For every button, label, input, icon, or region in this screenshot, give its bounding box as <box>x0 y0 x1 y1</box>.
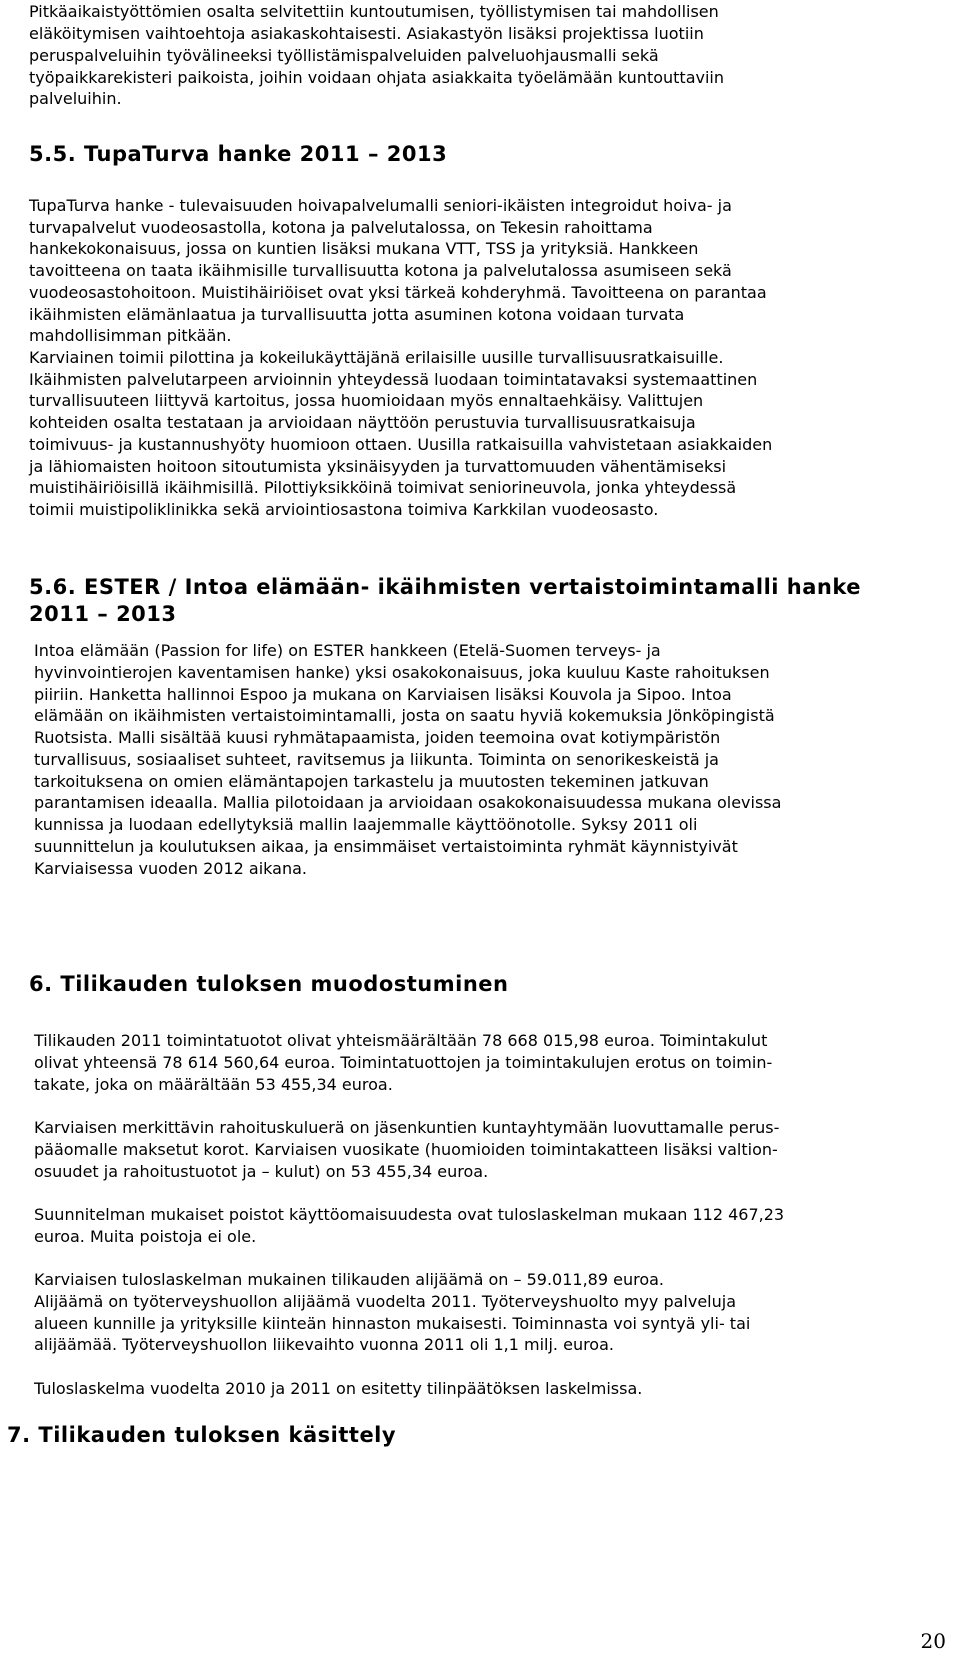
paragraph-line: hankekokonaisuus, jossa on kuntien lisäksi mukana VTT, TSS ja yrityksiä. Hankkeen <box>29 239 699 258</box>
paragraph-line: Suunnitelman mukaiset poistot käyttöomaisuudesta ovat tuloslaskelman mukaan 112 467,23 <box>34 1205 785 1224</box>
paragraph-line: Intoa elämään (Passion for life) on ESTER hankkeen (Etelä-Suomen terveys- ja <box>34 641 661 660</box>
paragraph-line: olivat yhteensä 78 614 560,64 euroa. Toimintatuottojen ja toimintakulujen erotus on toimin- <box>34 1053 773 1072</box>
paragraph-line: Ikäihmisten palvelutarpeen arvioinnin yhteydessä luodaan toimintatavaksi systemaattinen <box>29 370 758 389</box>
paragraph-line: ikäihmisten elämänlaatua ja turvallisuutta jotta asuminen kotona voidaan turvata <box>29 305 685 324</box>
paragraph-line: toimivuus- ja kustannushyöty huomioon ottaen. Uusilla ratkaisuilla vahvistetaan asiakkaiden <box>29 435 773 454</box>
paragraph-line: peruspalveluihin työvälineeksi työllistämispalveluiden palveluohjausmalli sekä <box>29 46 659 65</box>
paragraph-line: parantamisen ideaalla. Mallia pilotoidaan ja arvioidaan osakokonaisuudessa mukana olevissa <box>34 793 782 812</box>
paragraph-line: muistihäiriöisillä ikäihmisillä. Pilottiyksikköinä toimivat seniorineuvola, jonka yhteydessä <box>29 478 737 497</box>
section-heading: 5.5. TupaTurva hanke 2011 – 2013 <box>29 142 448 166</box>
paragraph-line: tavoitteena on taata ikäihmisille turvallisuutta kotona ja palvelutalossa asumiseen sekä <box>29 261 732 280</box>
paragraph-line: Karviainen toimii pilottina ja kokeilukäyttäjänä erilaisille uusille turvallisuusratkaisuille. <box>29 348 724 367</box>
paragraph-line: Karviaisessa vuoden 2012 aikana. <box>34 859 307 878</box>
section-heading: 7. Tilikauden tuloksen käsittely <box>7 1423 397 1447</box>
paragraph-line: Tilikauden 2011 toimintatuotot olivat yhteismäärältään 78 668 015,98 euroa. Toimintakulut <box>34 1031 768 1050</box>
page-number: 20 <box>920 1629 946 1653</box>
section-heading: 6. Tilikauden tuloksen muodostuminen <box>29 972 509 996</box>
paragraph-line: osuudet ja rahoitustuotot ja – kulut) on 53 455,34 euroa. <box>34 1162 489 1181</box>
paragraph-line: palveluihin. <box>29 89 122 108</box>
paragraph-line: turvallisuuteen liittyvä kartoitus, jossa huomioidaan myös ennaltaehkäisy. Valittujen <box>29 391 704 410</box>
paragraph-line: Tuloslaskelma vuodelta 2010 ja 2011 on esitetty tilinpäätöksen laskelmissa. <box>34 1379 643 1398</box>
section-heading-continuation: 2011 – 2013 <box>29 602 177 626</box>
paragraph-line: kohteiden osalta testataan ja arvioidaan näyttöön perustuvia turvallisuusratkaisuja <box>29 413 696 432</box>
paragraph-line: alueen kunnille ja yrityksille kiinteän hinnaston mukaisesti. Toiminnasta voi syntyä yli- tai <box>34 1314 751 1333</box>
paragraph-line: turvapalvelut vuodeosastolla, kotona ja palvelutalossa, on Tekesin rahoittama <box>29 218 653 237</box>
paragraph-line: vuodeosastohoitoon. Muistihäiriöiset ovat yksi tärkeä kohderyhmä. Tavoitteena on parantaa <box>29 283 767 302</box>
paragraph-line: eläköitymisen vaihtoehtoja asiakaskohtaisesti. Asiakastyön lisäksi projektissa luotiin <box>29 24 704 43</box>
paragraph-line: takate, joka on määrältään 53 455,34 euroa. <box>34 1075 393 1094</box>
paragraph-line: kunnissa ja luodaan edellytyksiä mallin laajemmalle käyttöönotolle. Syksy 2011 oli <box>34 815 698 834</box>
paragraph-line: pääomalle maksetut korot. Karviaisen vuosikate (huomioiden toimintakatteen lisäksi valtion- <box>34 1140 778 1159</box>
section-heading: 5.6. ESTER / Intoa elämään- ikäihmisten vertaistoimintamalli hanke <box>29 575 861 599</box>
paragraph-line: turvallisuus, sosiaaliset suhteet, ravitsemus ja liikunta. Toiminta on senorikeskeistä ja <box>34 750 719 769</box>
paragraph-line: mahdollisimman pitkään. <box>29 326 232 345</box>
paragraph-line: elämään on ikäihmisten vertaistoimintamalli, josta on saatu hyviä kokemuksia Jönköpingistä <box>34 706 775 725</box>
paragraph-line: toimii muistipoliklinikka sekä arviointiosastona toimiva Karkkilan vuodeosasto. <box>29 500 659 519</box>
paragraph-line: Ruotsista. Malli sisältää kuusi ryhmätapaamista, joiden teemoina ovat kotiympäristön <box>34 728 721 747</box>
paragraph-line: piiriin. Hanketta hallinnoi Espoo ja mukana on Karviaisen lisäksi Kouvola ja Sipoo. Intoa <box>34 685 732 704</box>
paragraph-line: tarkoituksena on omien elämäntapojen tarkastelu ja muutosten tekeminen jatkuvan <box>34 772 709 791</box>
paragraph-line: Pitkäaikaistyöttömien osalta selvitettiin kuntoutumisen, työllistymisen tai mahdollisen <box>29 2 719 21</box>
paragraph-line: euroa. Muita poistoja ei ole. <box>34 1227 257 1246</box>
paragraph-line: alijäämää. Työterveyshuollon liikevaihto vuonna 2011 oli 1,1 milj. euroa. <box>34 1335 614 1354</box>
paragraph-line: suunnittelun ja koulutuksen aikaa, ja ensimmäiset vertaistoiminta ryhmät käynnistyivät <box>34 837 738 856</box>
paragraph-line: Alijäämä on työterveyshuollon alijäämä vuodelta 2011. Työterveyshuolto myy palveluja <box>34 1292 737 1311</box>
paragraph-line: ja lähiomaisten hoitoon sitoutumista yksinäisyyden ja turvattomuuden vähentämiseksi <box>29 457 727 476</box>
paragraph-line: hyvinvointierojen kaventamisen hanke) yksi osakokonaisuus, joka kuuluu Kaste rahoituksen <box>34 663 770 682</box>
paragraph-line: TupaTurva hanke - tulevaisuuden hoivapalvelumalli seniori-ikäisten integroidut hoiva- ja <box>29 196 732 215</box>
paragraph-line: työpaikkarekisteri paikoista, joihin voidaan ohjata asiakkaita työelämään kuntouttaviin <box>29 68 724 87</box>
paragraph-line: Karviaisen tuloslaskelman mukainen tilikauden alijäämä on – 59.011,89 euroa. <box>34 1270 665 1289</box>
paragraph-line: Karviaisen merkittävin rahoituskuluerä on jäsenkuntien kuntayhtymään luovuttamalle perus- <box>34 1118 780 1137</box>
